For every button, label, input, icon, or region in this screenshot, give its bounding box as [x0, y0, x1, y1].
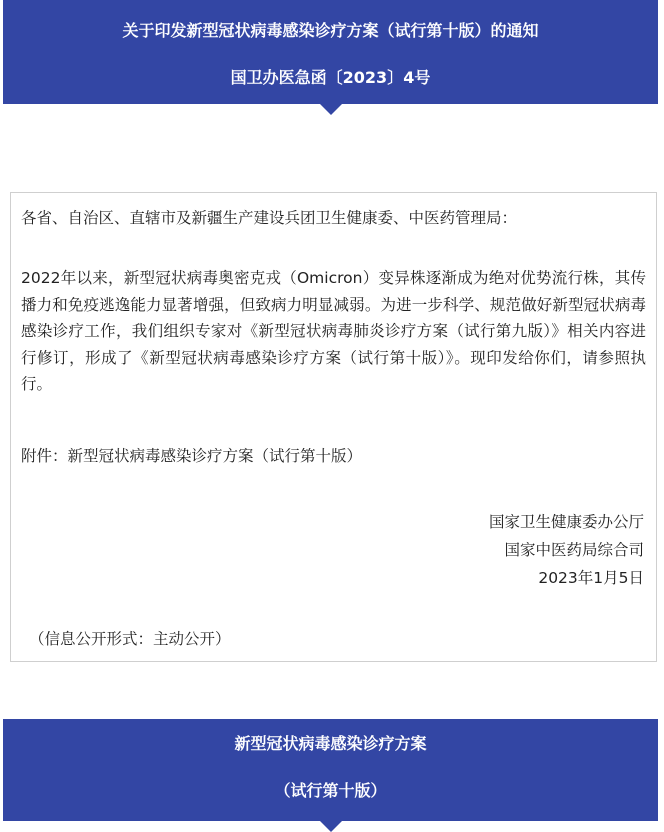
notice-title-banner	[3, 0, 658, 104]
salutation: 各省、自治区、直辖市及新疆生产建设兵团卫生健康委、中医药管理局：	[21, 209, 518, 227]
section-title-banner	[3, 719, 658, 821]
signer-office-2: 国家中医药局综合司	[504, 541, 644, 559]
section-title: 新型冠状病毒感染诊疗方案	[234, 734, 427, 753]
disclosure-note: （信息公开形式：主动公开）	[29, 630, 231, 648]
notice-body-box	[10, 192, 657, 662]
banner-pointer	[320, 821, 342, 832]
signer-office-1: 国家卫生健康委办公厅	[488, 513, 644, 531]
section-subtitle: （试行第十版）	[274, 781, 387, 800]
attachment-line: 附件：新型冠状病毒感染诊疗方案（试行第十版）	[21, 447, 363, 465]
document-number: 国卫办医急函〔2023〕4号	[230, 68, 431, 87]
notice-paragraph: 2022年以来，新型冠状病毒奥密克戎（Omicron）变异株逐渐成为绝对优势流行株，其传播力和免疫逃逸能力显著增强，但致病力明显减弱。为进一步科学、规范做好新型冠状病毒感染诊疗工作，我们组织专家对《新型冠状病毒肺炎诊疗方案（试行第九版）》相关内容进行修订，形成了《新型冠状病毒感染诊疗方案（试行第十版）》。现印发给你们，请参照执行。	[21, 269, 646, 393]
banner-pointer	[320, 104, 342, 115]
notice-title: 关于印发新型冠状病毒感染诊疗方案（试行第十版）的通知	[122, 21, 539, 40]
signature-block	[489, 508, 644, 592]
issue-date: 2023年1月5日	[538, 569, 644, 587]
